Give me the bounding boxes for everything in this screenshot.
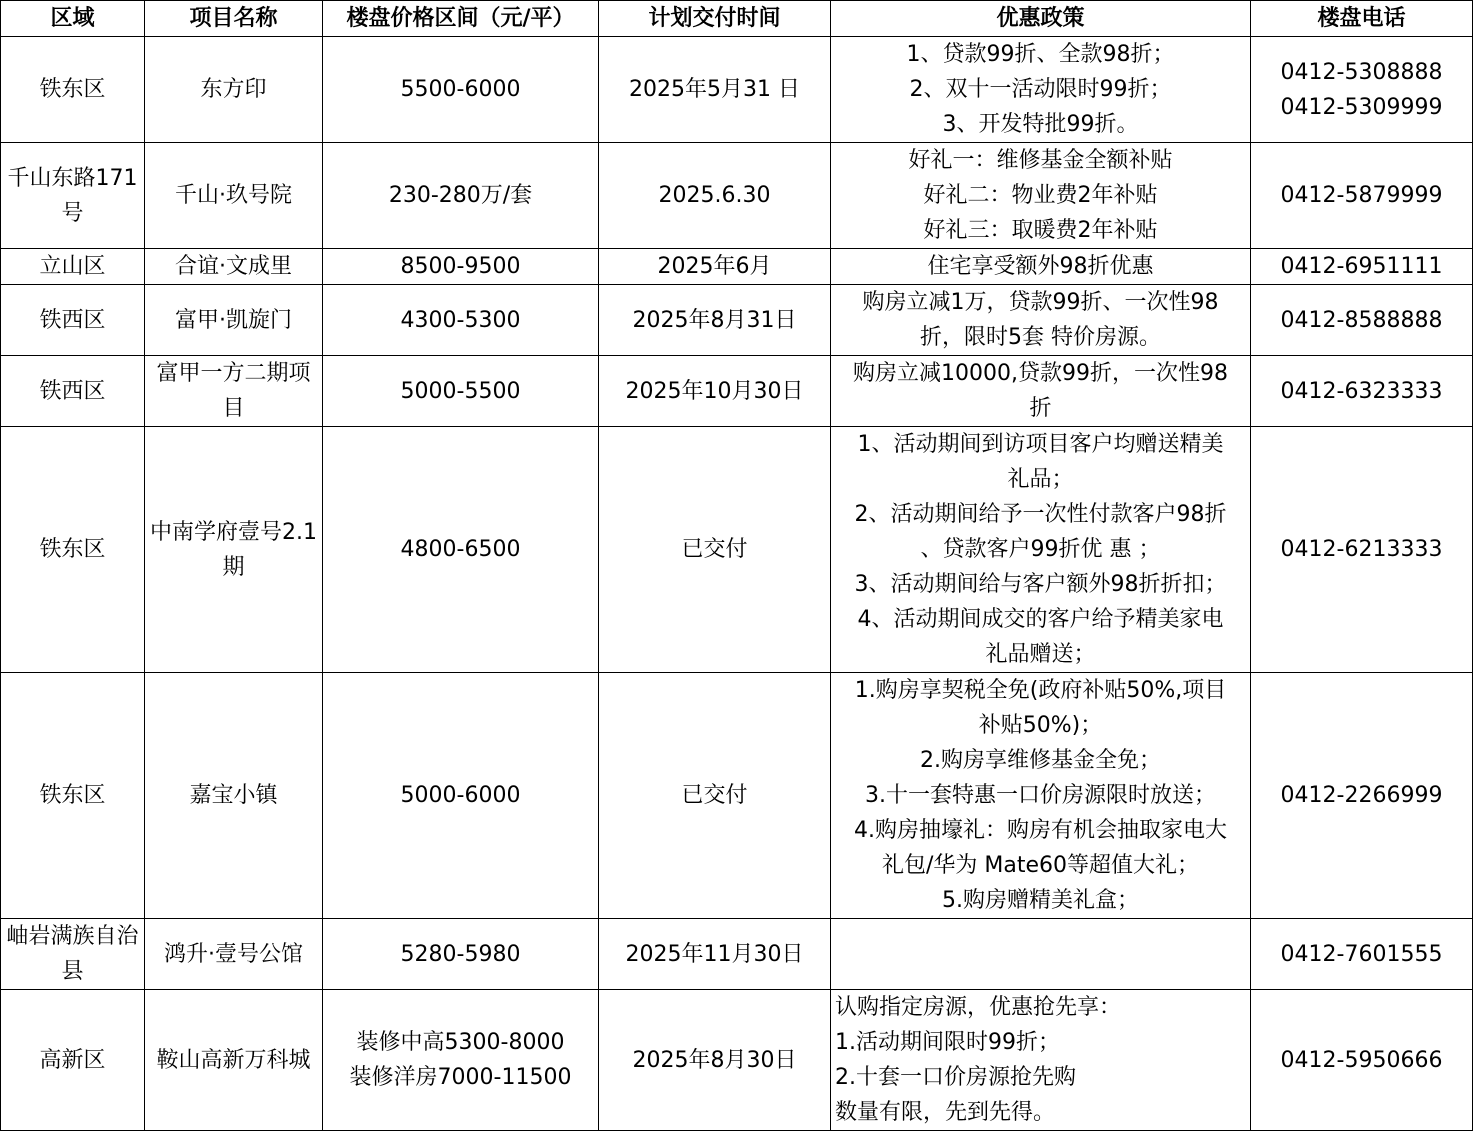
phone-cell-line: 0412-2266999 xyxy=(1280,783,1443,808)
delivery-time-cell: 2025年6月 xyxy=(599,249,831,285)
table-row xyxy=(1,249,1473,285)
price-range-cell-line: 8500-9500 xyxy=(400,254,521,279)
header-price-range: 楼盘价格区间（元/平） xyxy=(323,1,599,37)
phone-cell-line: 0412-6323333 xyxy=(1280,378,1443,404)
phone-cell xyxy=(1251,673,1473,919)
promotion-policy-cell xyxy=(831,919,1251,990)
phone-cell-line: 0412-6951111 xyxy=(1280,254,1443,279)
promotion-policy-cell xyxy=(831,990,1251,1131)
table-body xyxy=(1,37,1473,1131)
price-range-cell xyxy=(323,37,599,143)
promotion-policy-cell-line: 认购指定房源，优惠抢先享： xyxy=(835,995,1122,1020)
price-range-cell xyxy=(323,673,599,919)
district-cell: 铁东区 xyxy=(1,673,145,919)
price-range-cell xyxy=(323,990,599,1131)
promotion-policy-cell-line: 3、活动期间给与客户额外98折折扣； xyxy=(854,572,1227,597)
phone-cell-line: 0412-8588888 xyxy=(1280,307,1443,333)
promotion-policy-cell-line: 补贴50%)； xyxy=(978,713,1103,738)
header-project-name: 项目名称 xyxy=(145,1,323,37)
district-cell: 铁西区 xyxy=(1,285,145,356)
price-range-cell-line: 5500-6000 xyxy=(400,77,521,102)
table-row xyxy=(1,37,1473,143)
phone-cell-line: 0412-5308888 xyxy=(1280,59,1443,85)
price-range-cell xyxy=(323,427,599,673)
phone-cell-line: 0412-7601555 xyxy=(1280,941,1443,967)
price-range-cell-line: 4800-6500 xyxy=(400,537,521,562)
table-row xyxy=(1,673,1473,919)
phone-cell-line: 0412-5309999 xyxy=(1280,94,1443,120)
promotion-policy-cell-line: 5.购房赠精美礼盒； xyxy=(942,888,1139,913)
phone-cell-line: 0412-5879999 xyxy=(1280,183,1443,208)
promotion-policy-cell-line: 1、贷款99折、全款98折； xyxy=(906,42,1175,67)
promotion-policy-cell-line: 好礼一：维修基金全额补贴 xyxy=(908,148,1173,173)
promotion-policy-cell-line: 折，限时5套 特价房源。 xyxy=(920,325,1161,350)
promotion-policy-cell-line: 购房立减1万，贷款99折、一次性98 xyxy=(862,290,1219,315)
promotion-policy-cell-line: 礼品赠送； xyxy=(985,642,1096,667)
district-cell: 铁东区 xyxy=(1,427,145,673)
delivery-time-cell: 已交付 xyxy=(599,427,831,673)
project-name-cell: 合谊·文成里 xyxy=(145,249,323,285)
promotion-policy-cell-line: 礼品； xyxy=(1007,467,1074,492)
header-phone: 楼盘电话 xyxy=(1251,1,1473,37)
price-range-cell-line: 装修中高5300-8000 xyxy=(356,1030,565,1055)
promotion-policy-cell-line: 2.十套一口价房源抢先购 xyxy=(835,1065,1076,1090)
phone-cell xyxy=(1251,356,1473,427)
phone-cell xyxy=(1251,249,1473,285)
promotion-policy-cell-line: 3、开发特批99折。 xyxy=(942,112,1139,137)
promotion-policy-cell xyxy=(831,356,1251,427)
phone-cell xyxy=(1251,143,1473,249)
header-district: 区域 xyxy=(1,1,145,37)
promotion-policy-cell-line: 好礼二：物业费2年补贴 xyxy=(923,183,1158,208)
table-row xyxy=(1,427,1473,673)
price-range-cell-line: 5000-5500 xyxy=(400,378,521,404)
delivery-time-cell: 2025.6.30 xyxy=(599,143,831,249)
table-row xyxy=(1,990,1473,1131)
price-range-cell xyxy=(323,249,599,285)
promotion-policy-cell-line: 折 xyxy=(1029,396,1052,421)
project-name-cell: 鞍山高新万科城 xyxy=(145,990,323,1131)
promotion-policy-cell-line: 1、活动期间到访项目客户均赠送精美 xyxy=(857,432,1224,457)
promotion-policy-cell-line: 好礼三：取暖费2年补贴 xyxy=(923,218,1158,243)
promotion-policy-cell xyxy=(831,249,1251,285)
delivery-time-cell: 2025年5月31 日 xyxy=(599,37,831,143)
promotion-policy-cell xyxy=(831,285,1251,356)
header-row xyxy=(1,1,1473,37)
phone-cell xyxy=(1251,427,1473,673)
promotion-policy-cell-line: 2、双十一活动限时99折； xyxy=(909,77,1172,102)
price-range-cell-line: 装修洋房7000-11500 xyxy=(349,1065,572,1090)
price-range-cell xyxy=(323,919,599,990)
project-name-cell: 富甲·凯旋门 xyxy=(145,285,323,356)
district-cell: 千山东路171号 xyxy=(1,143,145,249)
promotion-policy-cell-line: 购房立减10000,贷款99折，一次性98 xyxy=(853,361,1228,386)
table-row xyxy=(1,356,1473,427)
price-range-cell xyxy=(323,356,599,427)
project-name-cell: 千山·玖号院 xyxy=(145,143,323,249)
district-cell: 岫岩满族自治县 xyxy=(1,919,145,990)
promotion-policy-cell-line: 4.购房抽壕礼：购房有机会抽取家电大 xyxy=(854,818,1227,843)
delivery-time-cell: 已交付 xyxy=(599,673,831,919)
phone-cell xyxy=(1251,990,1473,1131)
price-range-cell-line: 5280-5980 xyxy=(400,941,521,967)
phone-cell xyxy=(1251,919,1473,990)
promotion-policy-cell-line: 1.购房享契税全免(政府补贴50%,项目 xyxy=(854,678,1227,703)
delivery-time-cell: 2025年8月30日 xyxy=(599,990,831,1131)
promotion-policy-cell-line: 数量有限，先到先得。 xyxy=(835,1100,1056,1125)
price-range-cell xyxy=(323,143,599,249)
promotion-policy-cell-line: 住宅享受额外98折优惠 xyxy=(927,254,1154,279)
phone-cell xyxy=(1251,37,1473,143)
project-name-cell: 富甲一方二期项目 xyxy=(145,356,323,427)
table-row xyxy=(1,919,1473,990)
promotion-policy-cell-line: 、贷款客户99折优 惠 ； xyxy=(920,537,1161,562)
delivery-time-cell: 2025年11月30日 xyxy=(599,919,831,990)
promotion-policy-cell-line: 3.十一套特惠一口价房源限时放送； xyxy=(865,783,1216,808)
phone-cell-line: 0412-6213333 xyxy=(1280,537,1443,562)
project-name-cell: 东方印 xyxy=(145,37,323,143)
district-cell: 立山区 xyxy=(1,249,145,285)
delivery-time-cell: 2025年8月31日 xyxy=(599,285,831,356)
project-name-cell: 中南学府壹号2.1期 xyxy=(145,427,323,673)
promotion-policy-cell xyxy=(831,143,1251,249)
delivery-time-cell: 2025年10月30日 xyxy=(599,356,831,427)
price-range-cell-line: 5000-6000 xyxy=(400,783,521,808)
header-delivery-time: 计划交付时间 xyxy=(599,1,831,37)
promotion-policy-cell-line: 2、活动期间给予一次性付款客户98折 xyxy=(854,502,1227,527)
promotion-policy-cell-line: 4、活动期间成交的客户给予精美家电 xyxy=(857,607,1224,632)
project-name-cell: 嘉宝小镇 xyxy=(145,673,323,919)
price-range-cell xyxy=(323,285,599,356)
promotion-policy-cell xyxy=(831,427,1251,673)
table-row xyxy=(1,285,1473,356)
district-cell: 铁东区 xyxy=(1,37,145,143)
phone-cell xyxy=(1251,285,1473,356)
project-name-cell: 鸿升·壹号公馆 xyxy=(145,919,323,990)
table-row xyxy=(1,143,1473,249)
table-header xyxy=(1,1,1473,37)
promotion-policy-cell xyxy=(831,37,1251,143)
header-promotion-policy: 优惠政策 xyxy=(831,1,1251,37)
promotion-policy-cell-line: 礼包/华为 Mate60等超值大礼； xyxy=(881,853,1200,878)
district-cell: 铁西区 xyxy=(1,356,145,427)
phone-cell-line: 0412-5950666 xyxy=(1280,1047,1443,1073)
promotion-policy-cell xyxy=(831,673,1251,919)
district-cell: 高新区 xyxy=(1,990,145,1131)
promotion-policy-cell-line: 1.活动期间限时99折； xyxy=(835,1030,1060,1055)
price-range-cell-line: 230-280万/套 xyxy=(388,183,533,208)
promotion-policy-cell-line: 2.购房享维修基金全免； xyxy=(920,748,1161,773)
price-range-cell-line: 4300-5300 xyxy=(400,307,521,333)
